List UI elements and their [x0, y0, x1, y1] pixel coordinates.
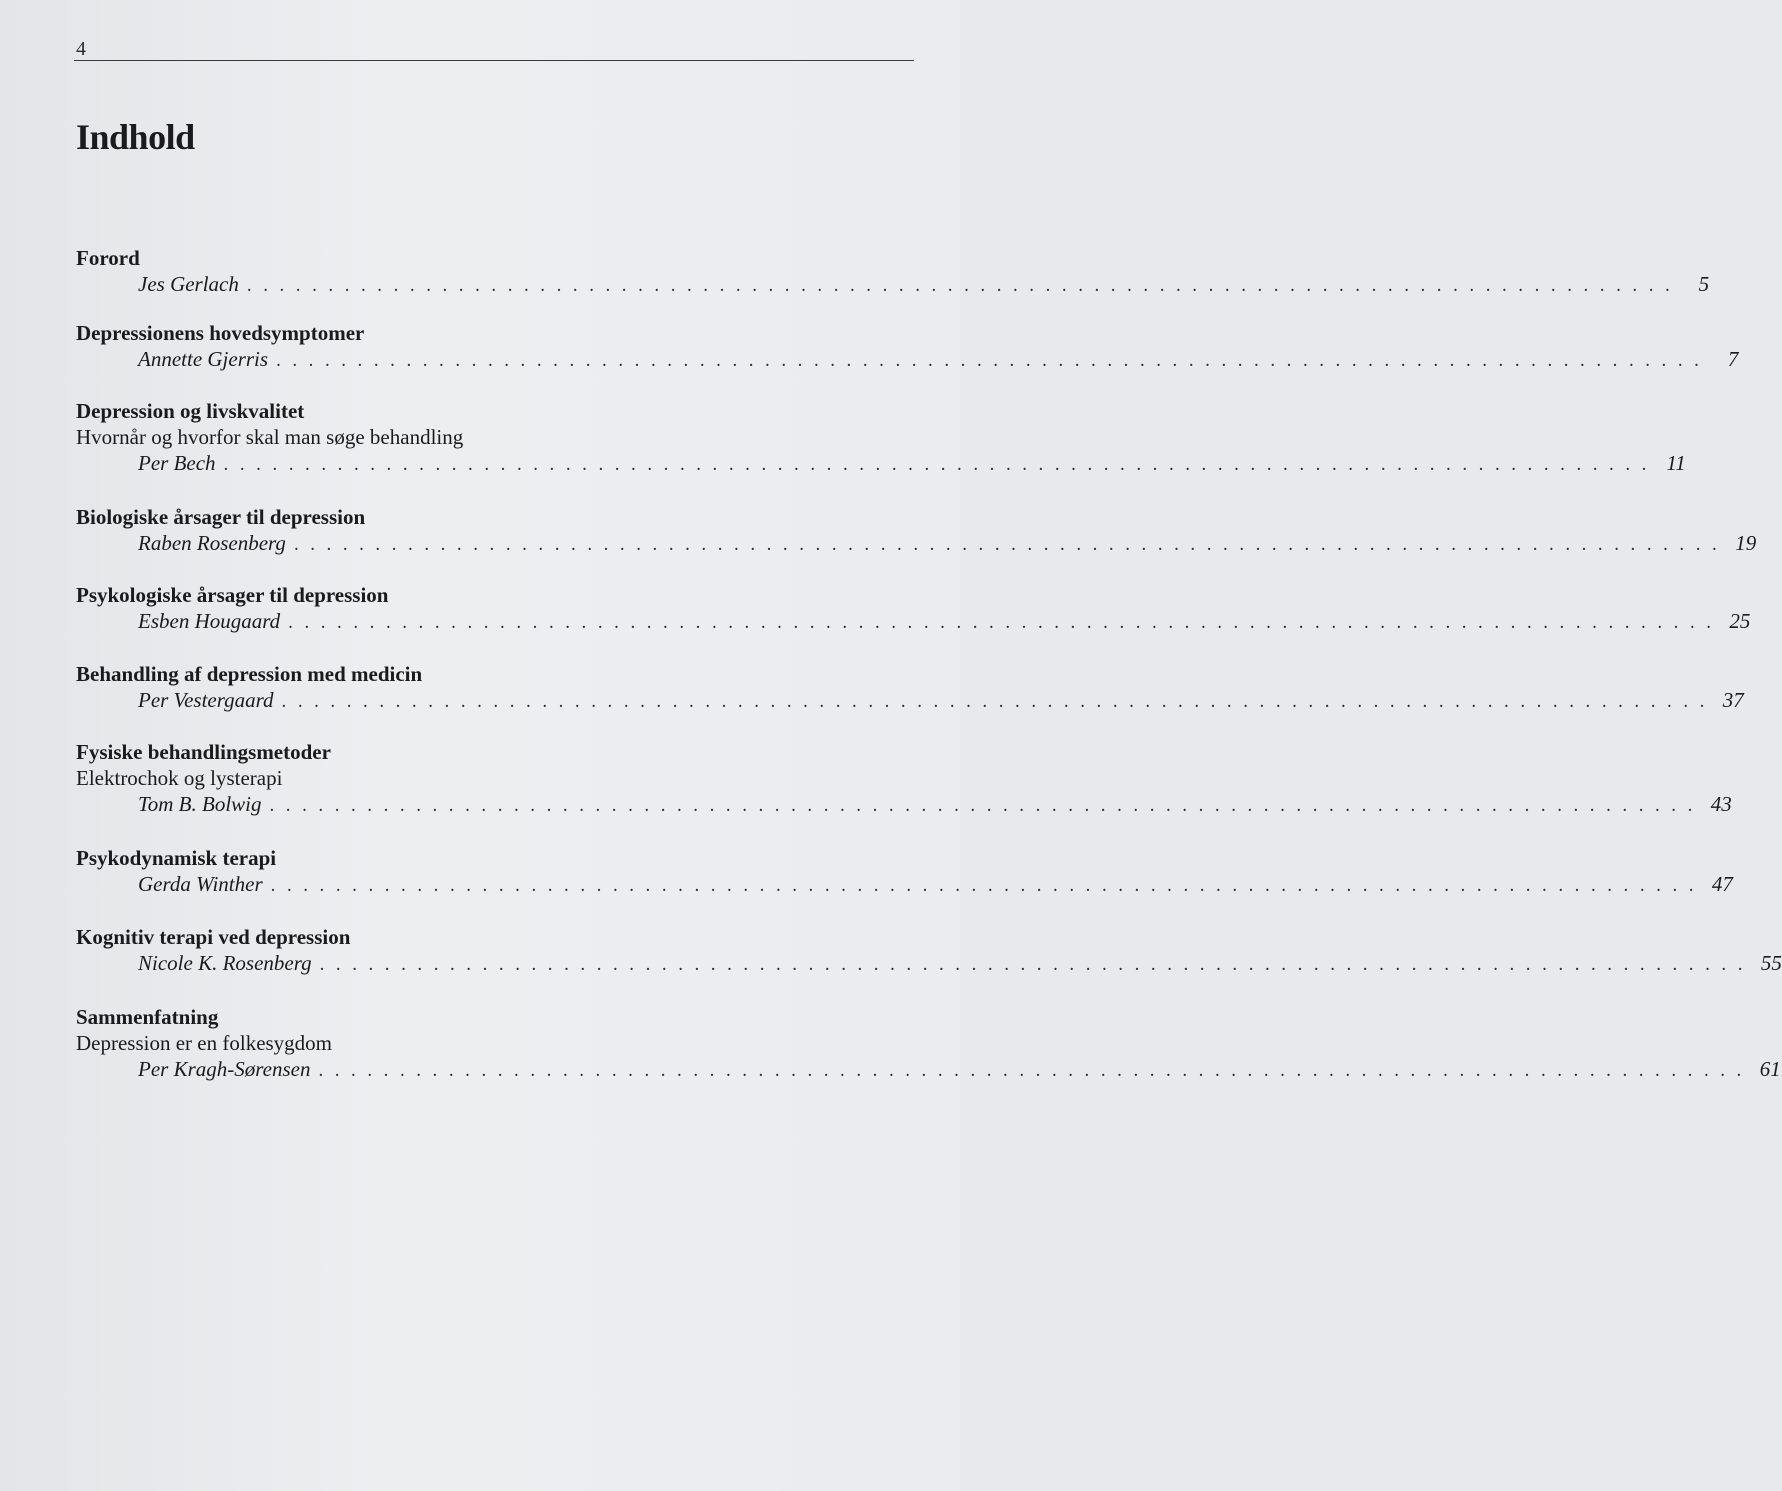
toc-entry-kognitiv[interactable] [76, 924, 1782, 977]
entry-author: Esben Hougaard [138, 609, 281, 633]
entry-page-number: 7 [1727, 347, 1739, 371]
entry-title: Psykologiske årsager til depression [76, 583, 389, 607]
dot-leader: . . . . . . . . . . . . . . . . . . . . . . . . . . . . . . . . . . . . . . . . . . . . . . . . . . . . . . . . . . . . . . . . . . . . . . . . . . . . . . . . . . . . . . . . [276, 350, 1703, 371]
entry-author: Jes Gerlach [138, 272, 239, 296]
entry-page-number: 25 [1729, 609, 1751, 633]
entry-line [138, 346, 1739, 373]
entry-title: Fysiske behandlingsmetoder [76, 740, 331, 764]
entry-title: Depressionens hovedsymptomer [76, 321, 365, 345]
entry-page-number: 11 [1666, 451, 1686, 475]
entry-line [138, 608, 1751, 635]
toc-entry-hovedsymptomer[interactable] [76, 320, 1739, 373]
page-title: Indhold [76, 117, 195, 157]
entry-line [138, 791, 1732, 818]
entry-line [138, 871, 1733, 898]
toc-entry-fysiske[interactable] [76, 739, 1732, 818]
entry-page-number: 19 [1735, 531, 1757, 555]
entry-author: Per Kragh-Sørensen [138, 1057, 311, 1081]
entry-title: Sammenfatning [76, 1005, 219, 1029]
dot-leader: . . . . . . . . . . . . . . . . . . . . . . . . . . . . . . . . . . . . . . . . . . . . . . . . . . . . . . . . . . . . . . . . . . . . . . . . . . . . . . . . . . . . . . . . [223, 454, 1650, 475]
dot-leader: . . . . . . . . . . . . . . . . . . . . . . . . . . . . . . . . . . . . . . . . . . . . . . . . . . . . . . . . . . . . . . . . . . . . . . . . . . . . . . . . . . . . . . . . [288, 612, 1715, 633]
toc-entry-medicin[interactable] [76, 661, 1744, 714]
entry-author: Per Bech [138, 451, 216, 475]
dot-leader: . . . . . . . . . . . . . . . . . . . . . . . . . . . . . . . . . . . . . . . . . . . . . . . . . . . . . . . . . . . . . . . . . . . . . . . . . . . . . . . . . . . . . . . . [319, 954, 1746, 975]
entry-line [138, 530, 1757, 557]
entry-author: Raben Rosenberg [138, 531, 286, 555]
entry-title: Kognitiv terapi ved depression [76, 925, 351, 949]
entry-title: Forord [76, 246, 140, 270]
entry-title: Behandling af depression med medicin [76, 662, 423, 686]
entry-author: Tom B. Bolwig [138, 792, 262, 816]
entry-page-number: 47 [1711, 872, 1733, 896]
toc-entry-sammenfatning[interactable] [76, 1004, 1781, 1083]
entry-title: Biologiske årsager til depression [76, 505, 366, 529]
entry-page-number: 61 [1759, 1057, 1781, 1081]
dot-leader: . . . . . . . . . . . . . . . . . . . . . . . . . . . . . . . . . . . . . . . . . . . . . . . . . . . . . . . . . . . . . . . . . . . . . . . . . . . . . . . . . . . . . . . . [318, 1060, 1745, 1081]
entry-author: Per Vestergaard [138, 688, 274, 712]
entry-line [138, 1056, 1781, 1083]
entry-subtitle: Elektrochok og lysterapi [76, 766, 283, 790]
toc-entry-psykologiske[interactable] [76, 582, 1751, 635]
entry-title: Depression og livskvalitet [76, 399, 305, 423]
toc-entry-forord[interactable] [76, 245, 1710, 298]
entry-author: Annette Gjerris [138, 347, 269, 371]
toc-entry-biologiske[interactable] [76, 504, 1757, 557]
toc-entry-livskvalitet[interactable] [76, 398, 1686, 477]
entry-line [138, 687, 1744, 714]
dot-leader: . . . . . . . . . . . . . . . . . . . . . . . . . . . . . . . . . . . . . . . . . . . . . . . . . . . . . . . . . . . . . . . . . . . . . . . . . . . . . . . . . . . . . . . . [246, 275, 1674, 296]
entry-page-number: 55 [1760, 951, 1782, 975]
page-number: 4 [76, 38, 86, 60]
entry-line [138, 271, 1710, 298]
dot-leader: . . . . . . . . . . . . . . . . . . . . . . . . . . . . . . . . . . . . . . . . . . . . . . . . . . . . . . . . . . . . . . . . . . . . . . . . . . . . . . . . . . . . . . . . [293, 534, 1721, 555]
entry-author: Gerda Winther [138, 872, 263, 896]
dot-leader: . . . . . . . . . . . . . . . . . . . . . . . . . . . . . . . . . . . . . . . . . . . . . . . . . . . . . . . . . . . . . . . . . . . . . . . . . . . . . . . . . . . . . . . . [281, 691, 1708, 712]
entry-page-number: 37 [1722, 688, 1744, 712]
entry-page-number: 43 [1710, 792, 1732, 816]
dot-leader: . . . . . . . . . . . . . . . . . . . . . . . . . . . . . . . . . . . . . . . . . . . . . . . . . . . . . . . . . . . . . . . . . . . . . . . . . . . . . . . . . . . . . . . . [269, 795, 1696, 816]
dot-leader: . . . . . . . . . . . . . . . . . . . . . . . . . . . . . . . . . . . . . . . . . . . . . . . . . . . . . . . . . . . . . . . . . . . . . . . . . . . . . . . . . . . . . . . . [270, 875, 1697, 896]
entry-line [138, 950, 1782, 977]
entry-title: Psykodynamisk terapi [76, 846, 277, 870]
entry-author: Nicole K. Rosenberg [138, 951, 312, 975]
entry-line [138, 450, 1686, 477]
entry-subtitle: Hvornår og hvorfor skal man søge behandling [76, 425, 464, 449]
entry-subtitle: Depression er en folkesygdom [76, 1031, 333, 1055]
toc-entry-psykodynamisk[interactable] [76, 845, 1733, 898]
entry-page-number: 5 [1698, 272, 1710, 296]
